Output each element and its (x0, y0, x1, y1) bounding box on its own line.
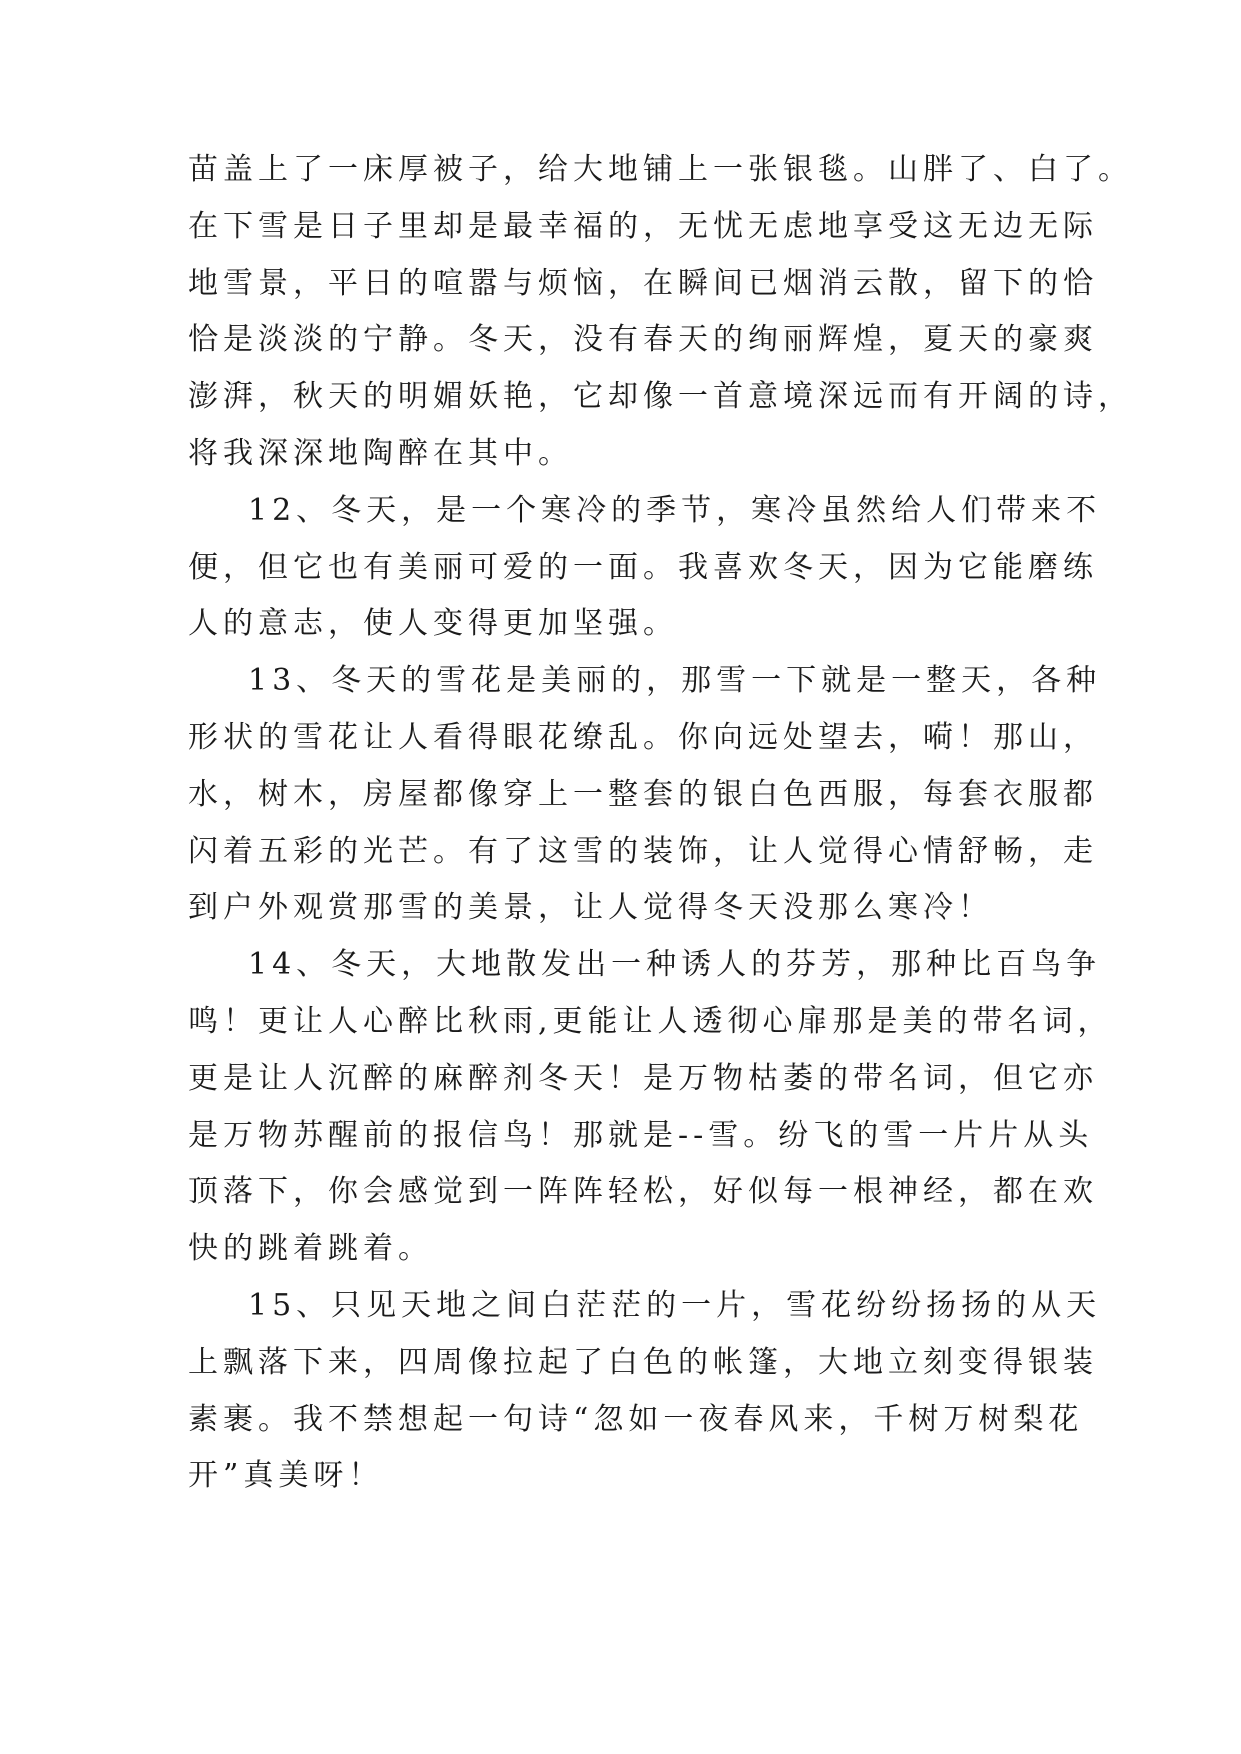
text-line: 鸣！更让人心醉比秋雨,更能让人透彻心扉那是美的带名词， (188, 1003, 1113, 1039)
text-line: 人的意志，使人变得更加坚强。 (188, 606, 678, 642)
text-line: 形状的雪花让人看得眼花缭乱。你向远处望去，嗬！那山， (188, 719, 1098, 755)
text-line: 是万物苏醒前的报信鸟！那就是--雪。纷飞的雪一片片从头 (188, 1117, 1094, 1153)
text-line: 13、冬天的雪花是美丽的，那雪一下就是一整天，各种 (248, 663, 1102, 699)
text-line: 14、冬天，大地散发出一种诱人的芬芳，那种比百鸟争 (248, 947, 1102, 983)
text-line: 便，但它也有美丽可爱的一面。我喜欢冬天，因为它能磨练 (188, 549, 1098, 585)
text-line: 地雪景，平日的喧嚣与烦恼，在瞬间已烟消云散，留下的恰 (188, 265, 1098, 301)
document-page (188, 142, 1133, 1505)
text-line: 水，树木，房屋都像穿上一整套的银白色西服，每套衣服都 (188, 776, 1098, 812)
text-line: 澎湃，秋天的明媚妖艳，它却像一首意境深远而有开阔的诗， (188, 379, 1133, 415)
text-line: 更是让人沉醉的麻醉剂冬天！是万物枯萎的带名词，但它亦 (188, 1060, 1098, 1096)
text-line: 开”真美呀！ (188, 1458, 384, 1494)
text-line: 将我深深地陶醉在其中。 (188, 435, 573, 471)
text-line: 上飘落下来，四周像拉起了白色的帐篷，大地立刻变得银装 (188, 1344, 1098, 1380)
text-line: 在下雪是日子里却是最幸福的，无忧无虑地享受这无边无际 (188, 208, 1098, 244)
text-line: 15、只见天地之间白茫茫的一片，雪花纷纷扬扬的从天 (248, 1287, 1102, 1323)
text-line: 恰是淡淡的宁静。冬天，没有春天的绚丽辉煌，夏天的豪爽 (188, 322, 1098, 358)
text-line: 素裹。我不禁想起一句诗“忽如一夜春风来，千树万树梨花 (188, 1401, 1084, 1437)
text-line: 闪着五彩的光芒。有了这雪的装饰，让人觉得心情舒畅，走 (188, 833, 1098, 869)
text-line: 快的跳着跳着。 (188, 1231, 433, 1267)
text-line: 苗盖上了一床厚被子，给大地铺上一张银毯。山胖了、白了。 (188, 152, 1133, 187)
text-line: 到户外观赏那雪的美景，让人觉得冬天没那么寒冷！ (188, 890, 993, 926)
text-line: 顶落下，你会感觉到一阵阵轻松，好似每一根神经，都在欢 (188, 1174, 1098, 1210)
text-line: 12、冬天，是一个寒冷的季节，寒冷虽然给人们带来不 (248, 492, 1102, 528)
